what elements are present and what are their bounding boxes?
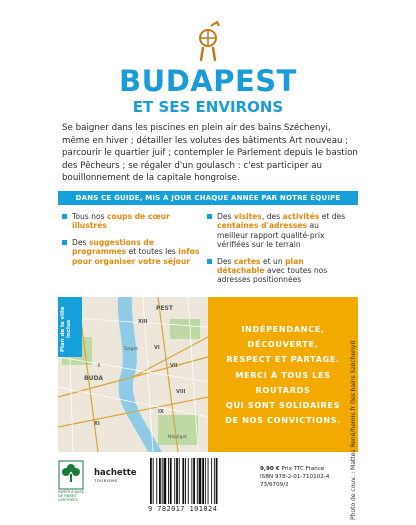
barcode-bar: [205, 458, 206, 504]
backpacker-globe-icon: [193, 20, 223, 62]
barcode-bar: [214, 458, 215, 504]
map-label: Népliget: [168, 435, 187, 440]
map-label: BUDA: [84, 375, 104, 382]
barcode-bar: [182, 458, 184, 504]
pefc-logo-icon: [58, 460, 84, 490]
barcode-bar: [162, 458, 163, 504]
barcode-digits: 9 782017 101024: [148, 505, 218, 513]
slogan-line: DÉCOUVERTE,: [247, 339, 319, 350]
slogan-line: RESPECT ET PARTAGE.: [226, 354, 340, 365]
publisher-logo: [94, 468, 137, 483]
city-map-graphic: [58, 297, 208, 452]
barcode: [148, 458, 246, 506]
publisher-sub: TOURISME: [94, 478, 118, 483]
price-value: 9,90 €: [260, 466, 280, 472]
barcode-bar: [193, 458, 195, 504]
map-label: XI: [94, 421, 100, 427]
photo-credit: Photo de couv. : Mattes René/hemis.fr (les bains Széchenyi): [350, 340, 357, 520]
slogan-text: [208, 322, 358, 428]
barcode-bar: [159, 458, 161, 504]
slogan-line: INDÉPENDANCE,: [241, 324, 325, 334]
barcode-bar: [153, 458, 154, 504]
barcode-bar: [202, 458, 204, 504]
book-subtitle: ET SES ENVIRONS: [132, 98, 284, 116]
book-title: BUDAPEST: [119, 64, 297, 98]
feature-item: Des visites, des activités et des centaines d'adresses au meilleur rapport qualité-prix vérifiées sur le terrain: [207, 212, 347, 250]
map-label: XIII: [138, 319, 148, 325]
city-map: [58, 297, 208, 452]
map-tab-label: Plan de la ville inclus: [60, 306, 72, 352]
features-right: [207, 212, 347, 292]
publisher-name: hachette: [94, 468, 137, 478]
pefc-label: PAPIER À BASE DE FIBRES CERTIFIÉES: [58, 490, 84, 502]
map-label: PEST: [156, 305, 173, 312]
map-label: Sziget: [124, 347, 138, 352]
barcode-bar: [216, 458, 218, 504]
product-code: 73/6709/2: [260, 481, 289, 488]
barcode-bar: [211, 458, 212, 504]
barcode-bar: [191, 458, 192, 504]
intro-text: Se baigner dans les piscines en plein air des bains Széchenyi, même en hiver ; détailler les volutes des bâtiments Art nouveau ; parcourir le quartier juif ; contempler le Parlement depuis le bastion des Pêcheurs ; se régaler d'un goulasch : c'est participer au bouillonnement de la capitale hongroise.: [62, 123, 358, 184]
barcode-bar: [208, 458, 209, 504]
slogan-line: MERCI À TOUS LES ROUTARDS: [235, 369, 331, 395]
barcode-bar: [179, 458, 180, 504]
price-block: [260, 466, 329, 489]
barcode-bar: [199, 458, 202, 504]
barcode-bar: [156, 458, 157, 504]
map-label: I: [98, 363, 100, 369]
barcode-bar: [150, 458, 152, 504]
barcode-bar: [176, 458, 178, 504]
feature-item: Des cartes et un plan détachable avec toutes nos adresses positionnées: [207, 257, 347, 285]
barcode-bar: [164, 458, 167, 504]
feature-item: Tous nos coups de cœur illustrés: [62, 212, 202, 231]
map-label: VIII: [176, 389, 186, 395]
guide-banner: DANS CE GUIDE, MIS À JOUR CHAQUE ANNÉE PAR NOTRE ÉQUIPE: [58, 191, 358, 205]
price-label: Prix TTC France: [281, 466, 325, 472]
feature-item: Des suggestions de programmes et toutes les infos pour organiser votre séjour: [62, 238, 202, 266]
barcode-bar: [174, 458, 175, 504]
barcode-bar: [185, 458, 186, 504]
slogan-line: DE NOS CONVICTIONS.: [225, 415, 341, 426]
map-label: VII: [170, 363, 178, 369]
map-label: IX: [158, 409, 164, 415]
isbn: ISBN 978-2-01-710102-4: [260, 473, 330, 480]
slogan-line: QUI SONT SOLIDAIRES: [225, 400, 341, 411]
features-left: [62, 212, 202, 273]
barcode-bar: [188, 458, 189, 504]
barcode-bar: [168, 458, 169, 504]
barcode-bar: [197, 458, 198, 504]
map-label: VI: [154, 345, 160, 351]
barcode-bar: [170, 458, 172, 504]
